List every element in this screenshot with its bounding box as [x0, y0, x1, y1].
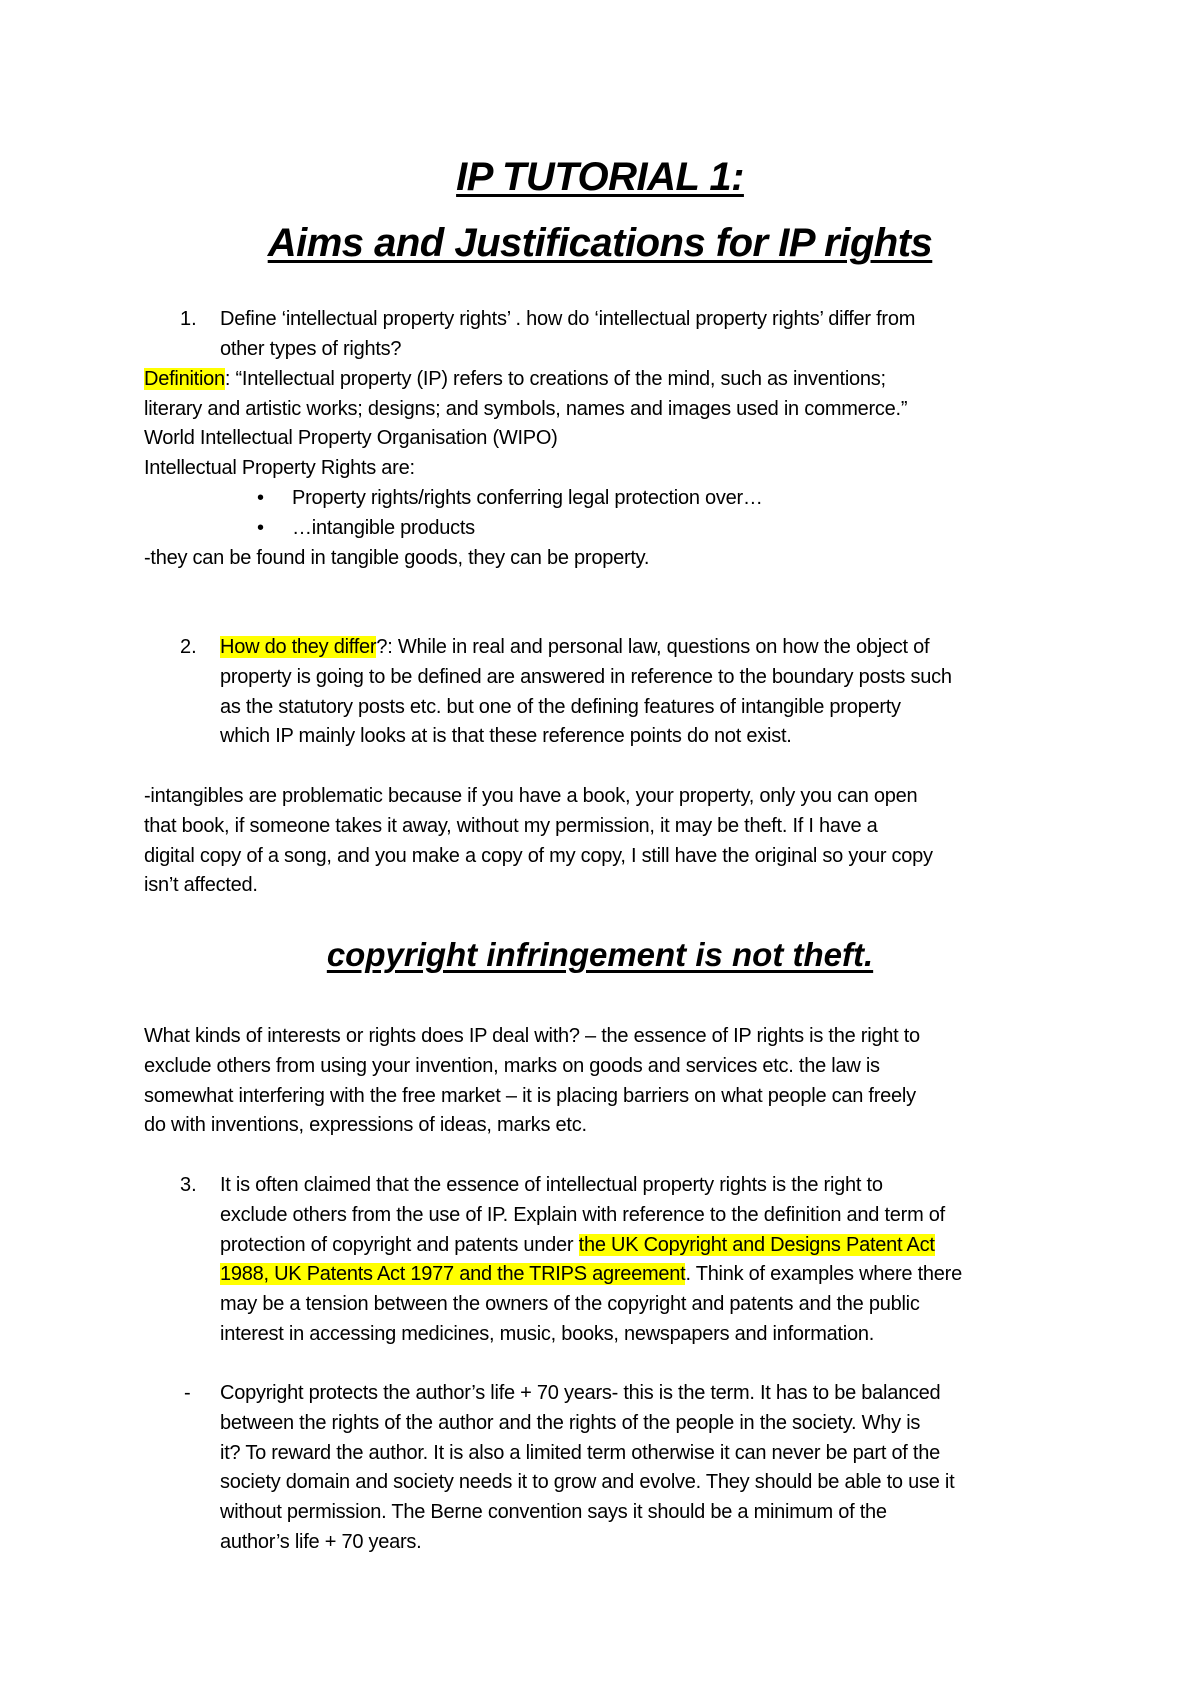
- question-3-line2: exclude others from the use of IP. Explain with reference to the definition and term of: [220, 1204, 945, 1226]
- copyright-note-line1: Copyright protects the author’s life + 70 years- this is the term. It has to be balanced: [220, 1382, 941, 1404]
- question-3-line4-highlight: 1988, UK Patents Act 1977 and the TRIPS agreement: [220, 1263, 686, 1285]
- bullet-item-2: …intangible products: [292, 517, 475, 539]
- interests-line1: What kinds of interests or rights does IP deal with? – the essence of IP rights is the right to: [144, 1025, 920, 1047]
- definition-after: -they can be found in tangible goods, they can be property.: [144, 547, 650, 569]
- question-3-line4-rest: . Think of examples where there: [685, 1263, 962, 1285]
- question-3-line3: [220, 1231, 935, 1260]
- question-3-number: 3.: [180, 1174, 197, 1196]
- question-3-line5: may be a tension between the owners of the copyright and patents and the public: [220, 1293, 920, 1315]
- bullet-marker: •: [257, 487, 265, 509]
- copyright-note-line3: it? To reward the author. It is also a limited term otherwise it can never be part of the: [220, 1442, 940, 1464]
- question-3-line3-highlight: the UK Copyright and Designs Patent Act: [578, 1234, 935, 1256]
- interests-line2: exclude others from using your invention, marks on goods and services etc. the law is: [144, 1055, 880, 1077]
- document-subtitle: Aims and Justifications for IP rights: [267, 221, 933, 265]
- document-title: IP TUTORIAL 1:: [456, 155, 744, 199]
- question-1-text-line1: Define ‘intellectual property rights’ . how do ‘intellectual property rights’ differ from: [220, 308, 916, 330]
- intangibles-line4: isn’t affected.: [144, 874, 258, 896]
- definition-line1-rest: : “Intellectual property (IP) refers to creations of the mind, such as inventions;: [224, 368, 886, 390]
- bullet-item-1: Property rights/rights conferring legal protection over…: [292, 487, 763, 509]
- question-2-line4: which IP mainly looks at is that these reference points do not exist.: [220, 725, 792, 747]
- question-3-line3-start: protection of copyright and patents under: [220, 1234, 579, 1256]
- question-2-line1: [220, 633, 929, 662]
- ipr-intro: Intellectual Property Rights are:: [144, 457, 415, 479]
- intangibles-line3: digital copy of a song, and you make a copy of my copy, I still have the original so your copy: [144, 845, 933, 867]
- definition-line2: literary and artistic works; designs; and symbols, names and images used in commerce.”: [144, 398, 908, 420]
- question-2-highlight: How do they differ: [220, 636, 377, 658]
- section-heading: copyright infringement is not theft.: [326, 936, 874, 973]
- question-1-number: 1.: [180, 308, 197, 330]
- intangibles-line1: -intangibles are problematic because if you have a book, your property, only you can open: [144, 785, 918, 807]
- question-1-text-line2: other types of rights?: [220, 338, 402, 360]
- question-2-line3: as the statutory posts etc. but one of the defining features of intangible property: [220, 696, 901, 718]
- question-2-number: 2.: [180, 636, 197, 658]
- question-2-line1-rest: ?: While in real and personal law, questions on how the object of: [376, 636, 930, 658]
- copyright-note-line6: author’s life + 70 years.: [220, 1531, 422, 1553]
- definition-label-highlight: Definition: [144, 368, 225, 390]
- intangibles-line2: that book, if someone takes it away, without my permission, it may be theft. If I have a: [144, 815, 878, 837]
- question-3-line6: interest in accessing medicines, music, books, newspapers and information.: [220, 1323, 875, 1345]
- interests-line3: somewhat interfering with the free market – it is placing barriers on what people can freely: [144, 1085, 916, 1107]
- definition-source: World Intellectual Property Organisation (WIPO): [144, 427, 558, 449]
- bullet-marker: •: [257, 517, 265, 539]
- dash-marker: -: [184, 1382, 191, 1404]
- copyright-note-line2: between the rights of the author and the rights of the people in the society. Why is: [220, 1412, 921, 1434]
- question-3-line4: [220, 1260, 962, 1289]
- copyright-note-line4: society domain and society needs it to grow and evolve. They should be able to use it: [220, 1471, 955, 1493]
- question-3-line1: It is often claimed that the essence of intellectual property rights is the right to: [220, 1174, 883, 1196]
- copyright-note-line5: without permission. The Berne convention says it should be a minimum of the: [220, 1501, 887, 1523]
- question-2-line2: property is going to be defined are answered in reference to the boundary posts such: [220, 666, 952, 688]
- definition-line1: [144, 365, 886, 394]
- interests-line4: do with inventions, expressions of ideas, marks etc.: [144, 1114, 587, 1136]
